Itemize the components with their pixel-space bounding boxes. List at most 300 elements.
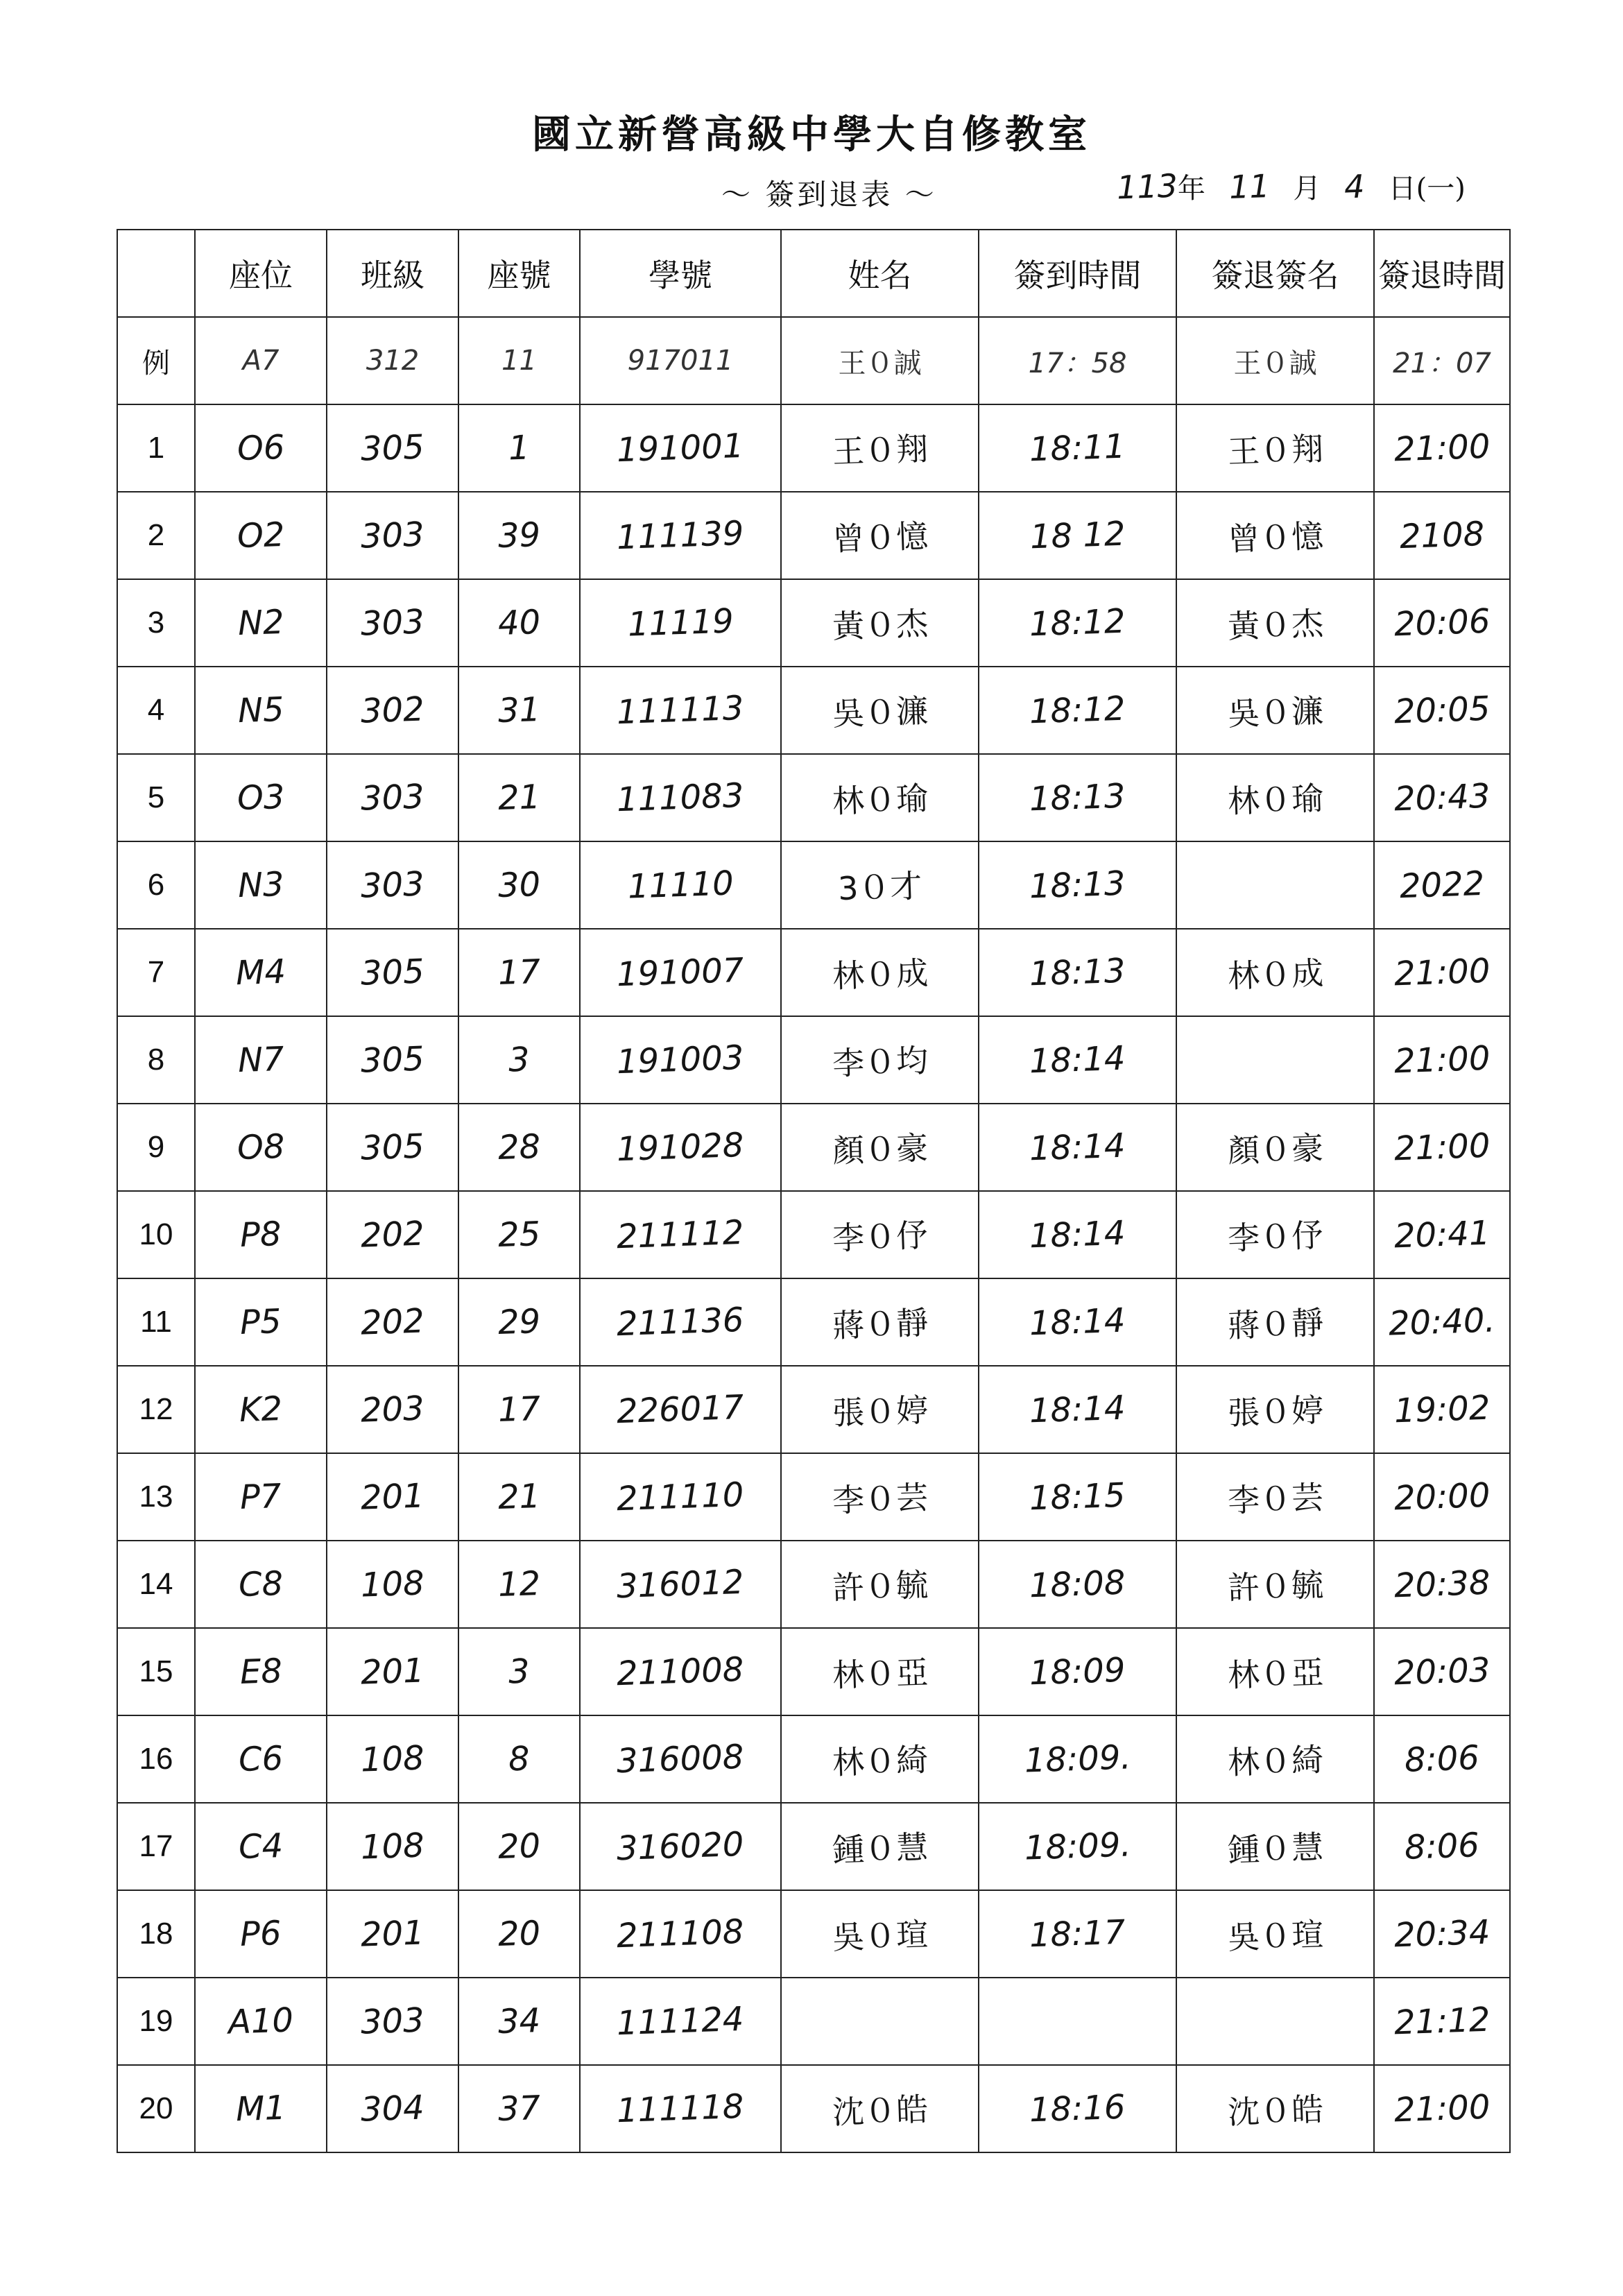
sign-out-name-cell-text: 鍾０慧 xyxy=(1226,1828,1324,1869)
seat-cell xyxy=(195,1978,327,2065)
seat-number-cell-text: 30 xyxy=(497,864,541,906)
student-id-cell-text: 11110 xyxy=(626,864,735,907)
sign-out-time-cell xyxy=(1374,1366,1510,1453)
sign-in-time-cell-text: 18:14 xyxy=(1029,1213,1126,1256)
class-cell xyxy=(327,1890,458,1978)
sign-out-time-cell-text: 21:00 xyxy=(1393,951,1491,994)
class-cell-text: 108 xyxy=(360,1826,425,1867)
name-cell xyxy=(781,1978,979,2065)
student-id-cell-text: 211136 xyxy=(616,1300,745,1344)
seat-number-cell-text: 37 xyxy=(497,2088,541,2130)
row-number: 5 xyxy=(117,754,195,841)
sign-in-time-cell-text: 18:14 xyxy=(1029,1301,1126,1344)
seat-number-cell xyxy=(458,579,580,667)
seat-cell-text: O3 xyxy=(236,777,286,819)
sign-out-time-cell xyxy=(1374,929,1510,1016)
sign-out-time-cell xyxy=(1374,2065,1510,2152)
sign-out-time-cell-text: 20:38 xyxy=(1393,1563,1491,1606)
row-number: 3 xyxy=(117,579,195,667)
seat-number-cell xyxy=(458,1628,580,1715)
seat-number-cell-text: 25 xyxy=(497,1214,541,1256)
sign-out-time-cell xyxy=(1374,1016,1510,1104)
sign-in-time-cell-text: 18 12 xyxy=(1029,514,1126,557)
sign-in-time-cell-text: 18:14 xyxy=(1029,1388,1126,1431)
seat-cell-text: C4 xyxy=(238,1826,284,1867)
name-cell-text: 王０翔 xyxy=(831,429,929,471)
class-cell-text: 108 xyxy=(360,1738,425,1780)
sign-out-name-cell xyxy=(1176,1541,1374,1628)
name-cell-text: 曾０憶 xyxy=(831,517,929,558)
row-number: 14 xyxy=(117,1541,195,1628)
sign-in-time-cell xyxy=(979,1890,1176,1978)
seat-cell xyxy=(195,929,327,1016)
seat-number-cell xyxy=(458,1890,580,1978)
seat-number-cell-text: 34 xyxy=(497,2001,541,2042)
row-number: 8 xyxy=(117,1016,195,1104)
seat-number-cell-text: 31 xyxy=(497,689,541,731)
class-cell-text: 303 xyxy=(360,515,425,556)
sign-in-time-cell xyxy=(979,1978,1176,2065)
class-cell xyxy=(327,1978,458,2065)
class-cell xyxy=(327,754,458,841)
example-name: 王０誠 xyxy=(781,317,979,404)
column-header: 學號 xyxy=(580,230,781,317)
seat-number-cell xyxy=(458,929,580,1016)
seat-cell xyxy=(195,841,327,929)
name-cell-text: 3０才 xyxy=(837,866,923,908)
sign-out-name-cell xyxy=(1176,1715,1374,1803)
sign-in-time-cell xyxy=(979,1104,1176,1191)
seat-cell xyxy=(195,579,327,667)
name-cell-text: 鍾０慧 xyxy=(831,1828,929,1869)
table-row xyxy=(117,1628,1510,1715)
sign-out-name-cell xyxy=(1176,754,1374,841)
seat-cell-text: K2 xyxy=(239,1389,283,1430)
student-id-cell-text: 111118 xyxy=(616,2087,745,2131)
sign-out-time-cell xyxy=(1374,754,1510,841)
seat-cell xyxy=(195,1366,327,1453)
table-row xyxy=(117,841,1510,929)
sign-out-time-cell-text: 20:43 xyxy=(1393,776,1491,819)
seat-cell xyxy=(195,1453,327,1541)
student-id-cell-text: 111083 xyxy=(616,776,745,820)
seat-number-cell xyxy=(458,1803,580,1890)
sign-out-name-cell xyxy=(1176,1278,1374,1366)
sign-out-time-cell-text: 19:02 xyxy=(1393,1388,1491,1431)
seat-cell-text: N3 xyxy=(237,864,285,906)
student-id-cell xyxy=(580,404,781,492)
table-row xyxy=(117,1541,1510,1628)
sign-in-time-cell-text: 18:09 xyxy=(1029,1650,1126,1693)
sign-in-time-cell xyxy=(979,1715,1176,1803)
class-cell-text: 303 xyxy=(360,2001,425,2042)
name-cell xyxy=(781,841,979,929)
sign-out-time-cell xyxy=(1374,404,1510,492)
example-sign-out-time: 21：07 xyxy=(1374,317,1510,404)
seat-cell-text: N2 xyxy=(237,602,285,644)
sign-in-time-cell xyxy=(979,1803,1176,1890)
name-cell xyxy=(781,1541,979,1628)
row-number: 13 xyxy=(117,1453,195,1541)
row-number: 11 xyxy=(117,1278,195,1366)
sign-out-name-cell-text: 王０翔 xyxy=(1226,429,1324,471)
seat-number-cell-text: 21 xyxy=(497,1476,541,1518)
sign-in-time-cell xyxy=(979,492,1176,579)
seat-number-cell-text: 40 xyxy=(497,602,541,644)
name-cell-text: 李０伃 xyxy=(831,1216,929,1258)
seat-cell xyxy=(195,404,327,492)
student-id-cell xyxy=(580,1453,781,1541)
seat-number-cell-text: 17 xyxy=(497,1389,541,1430)
class-cell xyxy=(327,667,458,754)
sign-in-time-cell xyxy=(979,404,1176,492)
sign-out-time-cell xyxy=(1374,841,1510,929)
sign-out-name-cell-text: 顏０豪 xyxy=(1226,1129,1324,1170)
table-row xyxy=(117,1978,1510,2065)
sign-in-time-cell-text: 18:09. xyxy=(1023,1825,1132,1868)
table-row xyxy=(117,2065,1510,2152)
sign-in-time-cell-text: 18:12 xyxy=(1029,689,1126,732)
seat-number-cell xyxy=(458,754,580,841)
name-cell xyxy=(781,929,979,1016)
class-cell-text: 201 xyxy=(360,1476,425,1518)
class-cell-text: 303 xyxy=(360,777,425,819)
seat-number-cell xyxy=(458,1978,580,2065)
name-cell-text: 李０均 xyxy=(831,1041,929,1083)
class-cell xyxy=(327,404,458,492)
seat-number-cell-text: 20 xyxy=(497,1913,541,1955)
name-cell-text: 林０成 xyxy=(831,954,929,995)
name-cell-text: 蔣０靜 xyxy=(831,1303,929,1345)
example-sign-in: 17：58 xyxy=(979,317,1176,404)
seat-cell xyxy=(195,1278,327,1366)
sign-out-time-cell-text: 20:41 xyxy=(1393,1213,1491,1256)
name-cell-text: 林０亞 xyxy=(831,1653,929,1695)
sign-in-time-cell xyxy=(979,754,1176,841)
sign-in-time-cell xyxy=(979,1541,1176,1628)
student-id-cell-text: 316012 xyxy=(616,1562,745,1607)
name-cell-text: 李０芸 xyxy=(831,1478,929,1520)
seat-number-cell xyxy=(458,1278,580,1366)
name-cell xyxy=(781,1715,979,1803)
sign-in-time-cell-text: 18:14 xyxy=(1029,1038,1126,1081)
date-weekday: (一) xyxy=(1416,173,1466,205)
seat-number-cell xyxy=(458,2065,580,2152)
table-row xyxy=(117,1890,1510,1978)
sign-out-name-cell-text: 林０亞 xyxy=(1226,1653,1324,1695)
sign-out-time-cell xyxy=(1374,1541,1510,1628)
example-student-id: 917011 xyxy=(580,317,781,404)
sign-out-name-cell-text: 吳０瑄 xyxy=(1226,1915,1324,1957)
sign-in-time-cell xyxy=(979,2065,1176,2152)
sign-out-time-cell xyxy=(1374,1978,1510,2065)
seat-number-cell-text: 20 xyxy=(497,1826,541,1867)
row-number: 17 xyxy=(117,1803,195,1890)
class-cell xyxy=(327,1803,458,1890)
name-cell-text: 林０瑜 xyxy=(831,779,929,821)
sign-out-name-cell-text: 黃０杰 xyxy=(1226,604,1324,646)
sign-out-time-cell xyxy=(1374,1803,1510,1890)
name-cell xyxy=(781,404,979,492)
name-cell xyxy=(781,492,979,579)
class-cell xyxy=(327,929,458,1016)
sign-out-name-cell xyxy=(1176,1628,1374,1715)
seat-number-cell-text: 8 xyxy=(508,1739,531,1779)
name-cell xyxy=(781,1366,979,1453)
student-id-cell-text: 111124 xyxy=(616,1999,745,2044)
class-cell-text: 303 xyxy=(360,864,425,906)
sign-out-name-cell-text: 李０伃 xyxy=(1226,1216,1324,1258)
sign-out-time-cell-text: 21:00 xyxy=(1393,1126,1491,1169)
table-row xyxy=(117,579,1510,667)
seat-cell-text: P7 xyxy=(239,1476,282,1518)
sign-in-time-cell xyxy=(979,1016,1176,1104)
class-cell-text: 201 xyxy=(360,1913,425,1955)
table-row xyxy=(117,1104,1510,1191)
sign-out-name-cell xyxy=(1176,579,1374,667)
sign-in-time-cell xyxy=(979,1278,1176,1366)
student-id-cell xyxy=(580,1978,781,2065)
class-cell xyxy=(327,841,458,929)
class-cell-text: 305 xyxy=(360,1126,425,1168)
sign-out-name-cell xyxy=(1176,1366,1374,1453)
sign-out-name-cell-text: 李０芸 xyxy=(1226,1478,1324,1520)
class-cell xyxy=(327,1191,458,1278)
class-cell xyxy=(327,1016,458,1104)
column-header: 座位 xyxy=(195,230,327,317)
table-row xyxy=(117,1016,1510,1104)
seat-cell xyxy=(195,1803,327,1890)
class-cell xyxy=(327,492,458,579)
sign-out-time-cell xyxy=(1374,1715,1510,1803)
sign-out-name-cell xyxy=(1176,1803,1374,1890)
seat-cell-text: P6 xyxy=(239,1913,282,1955)
sign-in-time-cell xyxy=(979,1191,1176,1278)
sign-out-name-cell xyxy=(1176,667,1374,754)
student-id-cell-text: 11119 xyxy=(626,601,735,644)
row-number: 6 xyxy=(117,841,195,929)
sign-out-time-cell-text: 2108 xyxy=(1398,514,1486,557)
row-number: 10 xyxy=(117,1191,195,1278)
name-cell xyxy=(781,1890,979,1978)
table-row xyxy=(117,667,1510,754)
student-id-cell xyxy=(580,1803,781,1890)
sign-in-time-cell xyxy=(979,929,1176,1016)
seat-number-cell-text: 21 xyxy=(497,777,541,819)
class-cell-text: 305 xyxy=(360,1039,425,1081)
row-number: 20 xyxy=(117,2065,195,2152)
sign-out-time-cell xyxy=(1374,1628,1510,1715)
seat-number-cell xyxy=(458,1016,580,1104)
student-id-cell xyxy=(580,579,781,667)
student-id-cell xyxy=(580,667,781,754)
name-cell-text: 吳０瑄 xyxy=(831,1915,929,1957)
row-number: 9 xyxy=(117,1104,195,1191)
sign-out-name-cell-text: 林０瑜 xyxy=(1226,779,1324,821)
name-cell-text: 沈０皓 xyxy=(831,2090,929,2132)
sign-in-time-cell xyxy=(979,841,1176,929)
table-row xyxy=(117,1803,1510,1890)
seat-cell xyxy=(195,1016,327,1104)
table-row xyxy=(117,929,1510,1016)
student-id-cell-text: 211112 xyxy=(616,1213,745,1257)
name-cell xyxy=(781,1803,979,1890)
date-year: 113 xyxy=(1116,166,1178,207)
row-number: 18 xyxy=(117,1890,195,1978)
row-number: 7 xyxy=(117,929,195,1016)
seat-number-cell xyxy=(458,1104,580,1191)
sign-in-time-cell-text: 18:16 xyxy=(1029,2087,1126,2130)
seat-cell-text: P8 xyxy=(239,1214,282,1256)
class-cell-text: 202 xyxy=(360,1301,425,1343)
sign-out-name-cell-text: 許０毓 xyxy=(1226,1566,1324,1607)
name-cell xyxy=(781,1191,979,1278)
sign-in-time-cell-text: 18:15 xyxy=(1029,1475,1126,1518)
sign-out-time-cell xyxy=(1374,1104,1510,1191)
student-id-cell-text: 211008 xyxy=(616,1650,745,1694)
row-number: 12 xyxy=(117,1366,195,1453)
date-line xyxy=(1117,166,1466,206)
seat-cell xyxy=(195,492,327,579)
seat-cell xyxy=(195,1628,327,1715)
sign-out-name-cell xyxy=(1176,1104,1374,1191)
name-cell xyxy=(781,1453,979,1541)
seat-number-cell xyxy=(458,1541,580,1628)
sign-out-time-cell-text: 21:12 xyxy=(1393,2000,1491,2043)
sign-in-time-cell xyxy=(979,1628,1176,1715)
sign-in-time-cell xyxy=(979,1366,1176,1453)
student-id-cell-text: 191028 xyxy=(616,1125,745,1170)
student-id-cell xyxy=(580,929,781,1016)
sign-out-name-cell-text: 張０婷 xyxy=(1226,1391,1324,1432)
student-id-cell xyxy=(580,492,781,579)
class-cell-text: 304 xyxy=(360,2088,425,2130)
date-day: 4 xyxy=(1343,167,1366,206)
name-cell-text: 許０毓 xyxy=(831,1566,929,1607)
student-id-cell xyxy=(580,754,781,841)
class-cell-text: 303 xyxy=(360,602,425,644)
sign-out-time-cell xyxy=(1374,1453,1510,1541)
seat-cell xyxy=(195,667,327,754)
seat-cell xyxy=(195,1541,327,1628)
student-id-cell xyxy=(580,1541,781,1628)
sign-out-name-cell-text: 曾０憶 xyxy=(1226,517,1324,558)
column-header: 座號 xyxy=(458,230,580,317)
seat-number-cell-text: 17 xyxy=(497,952,541,993)
table-header xyxy=(117,230,1510,317)
name-cell-text: 顏０豪 xyxy=(831,1129,929,1170)
seat-cell xyxy=(195,1191,327,1278)
sign-out-time-cell-text: 20:05 xyxy=(1393,689,1491,732)
student-id-cell-text: 191007 xyxy=(616,950,745,995)
seat-cell xyxy=(195,754,327,841)
sign-in-table xyxy=(117,229,1511,2153)
sign-out-time-cell-text: 20:03 xyxy=(1393,1650,1491,1693)
student-id-cell xyxy=(580,1104,781,1191)
student-id-cell-text: 211108 xyxy=(616,1912,745,1956)
example-number: 11 xyxy=(458,317,580,404)
sign-out-time-cell xyxy=(1374,579,1510,667)
page-title: 國立新營高級中學大自修教室 xyxy=(532,112,1091,157)
seat-number-cell-text: 28 xyxy=(497,1126,541,1168)
student-id-cell xyxy=(580,1715,781,1803)
sign-out-name-cell xyxy=(1176,1978,1374,2065)
sign-out-name-cell-text: 林０成 xyxy=(1226,954,1324,995)
column-header: 姓名 xyxy=(781,230,979,317)
name-cell-text: 黃０杰 xyxy=(831,604,929,646)
sign-out-name-cell xyxy=(1176,404,1374,492)
sign-out-time-cell-text: 20:40. xyxy=(1388,1301,1496,1344)
sign-out-name-cell xyxy=(1176,929,1374,1016)
seat-cell xyxy=(195,1715,327,1803)
seat-cell-text: O8 xyxy=(236,1126,286,1168)
seat-cell-text: A10 xyxy=(227,2001,294,2042)
name-cell xyxy=(781,1016,979,1104)
seat-number-cell-text: 3 xyxy=(508,1652,531,1692)
class-cell-text: 108 xyxy=(360,1563,425,1605)
table-row xyxy=(117,1715,1510,1803)
sign-out-name-cell xyxy=(1176,1016,1374,1104)
sign-out-name-cell-text: 沈０皓 xyxy=(1226,2090,1324,2132)
seat-number-cell xyxy=(458,1191,580,1278)
seat-cell-text: P5 xyxy=(239,1301,282,1343)
sign-out-time-cell-text: 20:00 xyxy=(1393,1475,1491,1518)
class-cell xyxy=(327,1628,458,1715)
class-cell-text: 201 xyxy=(360,1651,425,1693)
student-id-cell xyxy=(580,1191,781,1278)
seat-cell-text: C8 xyxy=(238,1563,284,1605)
seat-cell xyxy=(195,1104,327,1191)
student-id-cell-text: 316008 xyxy=(616,1737,745,1781)
seat-number-cell xyxy=(458,841,580,929)
sign-out-name-cell xyxy=(1176,1890,1374,1978)
row-number: 2 xyxy=(117,492,195,579)
sign-out-time-cell-text: 21:00 xyxy=(1393,2087,1491,2130)
student-id-cell-text: 191003 xyxy=(616,1038,745,1082)
name-cell xyxy=(781,579,979,667)
sign-in-time-cell-text: 18:13 xyxy=(1029,864,1126,907)
sign-out-time-cell-text: 8:06 xyxy=(1404,1826,1480,1867)
sign-in-time-cell-text: 18:09. xyxy=(1023,1738,1132,1781)
seat-cell xyxy=(195,1890,327,1978)
sign-out-time-cell xyxy=(1374,492,1510,579)
student-id-cell xyxy=(580,1016,781,1104)
date-day-unit: 日 xyxy=(1388,173,1416,205)
name-cell xyxy=(781,1628,979,1715)
class-cell xyxy=(327,1453,458,1541)
class-cell xyxy=(327,1541,458,1628)
student-id-cell-text: 111113 xyxy=(616,688,745,733)
sign-in-time-cell-text: 18:13 xyxy=(1029,776,1126,819)
table-row xyxy=(117,404,1510,492)
table-row xyxy=(117,1366,1510,1453)
table-row xyxy=(117,1453,1510,1541)
example-label: 例 xyxy=(117,317,195,404)
seat-cell-text: O6 xyxy=(236,427,286,469)
seat-number-cell-text: 12 xyxy=(497,1563,541,1605)
name-cell xyxy=(781,2065,979,2152)
seat-number-cell xyxy=(458,1453,580,1541)
table-row xyxy=(117,754,1510,841)
sign-out-time-cell xyxy=(1374,667,1510,754)
name-cell-text: 吳０濂 xyxy=(831,692,929,733)
sign-in-time-cell-text: 18:12 xyxy=(1029,601,1126,644)
sign-out-time-cell-text: 2022 xyxy=(1398,864,1486,907)
student-id-cell-text: 226017 xyxy=(616,1387,745,1432)
sign-in-time-cell xyxy=(979,667,1176,754)
seat-number-cell-text: 39 xyxy=(497,515,541,556)
date-month: 11 xyxy=(1228,166,1271,207)
